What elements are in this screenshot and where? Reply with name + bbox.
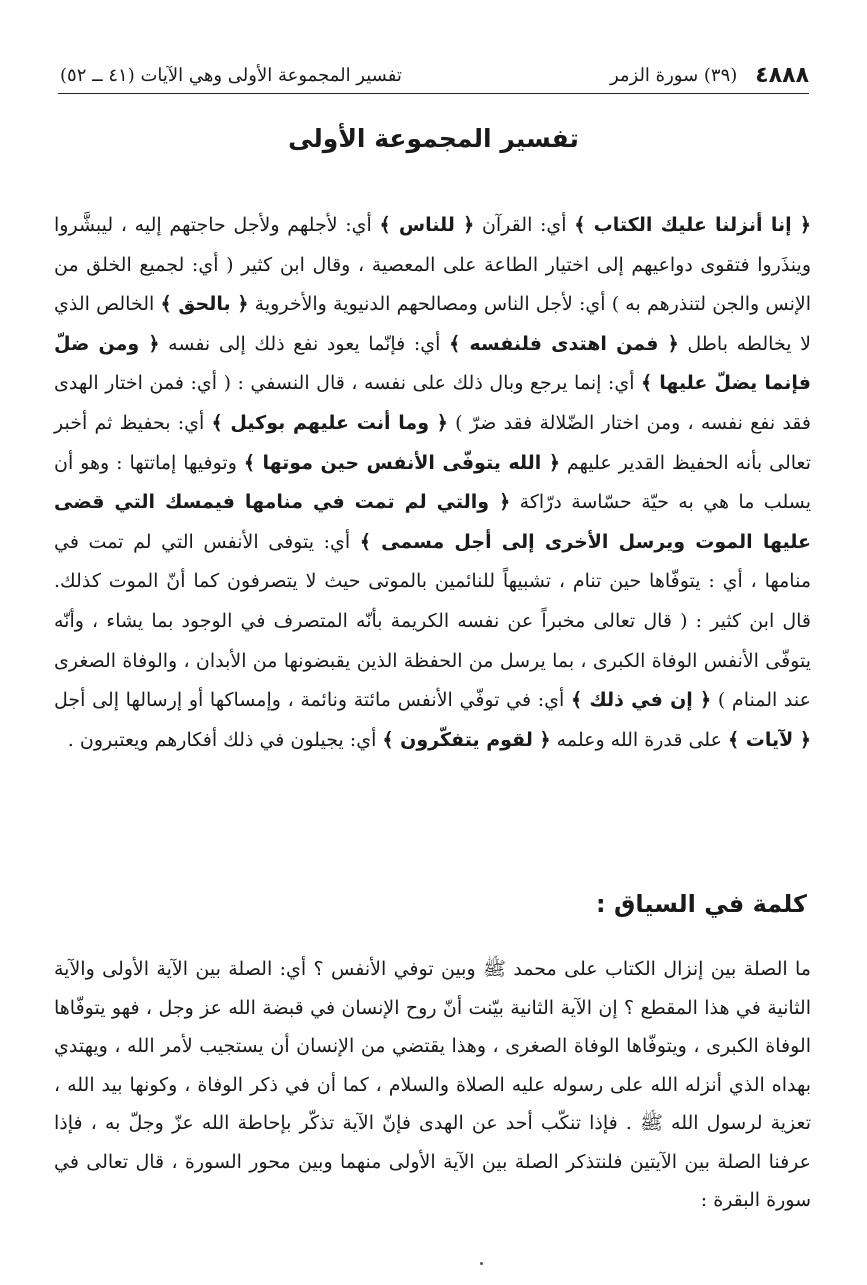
header-right-group bbox=[610, 63, 809, 88]
ayah-quote: ﴿ لآيات ﴾ bbox=[727, 728, 811, 751]
running-header bbox=[60, 58, 809, 92]
ayah-quote: ﴿ الله يتوفّى الأنفس حين موتها ﴾ bbox=[243, 451, 560, 474]
commentary-text: أي: يجيلون في ذلك أفكارهم ويعتبرون . bbox=[67, 728, 383, 751]
section-title: تفسير المجموعة الأولى bbox=[288, 124, 579, 153]
ayah-quote: ﴿ والتي لم تمت في منامها فيمسك التي قضى عليها الموت ويرسل الأخرى إلى أجل مسمى ﴾ bbox=[54, 491, 811, 553]
ayah-quote: ﴿ إنا أنزلنا عليك الكتاب ﴾ bbox=[574, 214, 811, 236]
tafsir-paragraph bbox=[54, 206, 811, 760]
group-title: تفسير المجموعة الأولى وهي الآيات (٤١ ــ ٥٢) bbox=[60, 64, 402, 86]
commentary-text: أي: يتوفى الأنفس التي لم تمت في منامها ، أي : يتوفّاها حين تنام ، تشبيهاً للنائمين بالموتى حيث لا يتصرفون كما أنّ الموت كذلك. قال ابن كثير : ( قال تعالى مخبراً عن نفسه الكريمة بأنّه المتصرف في الوجود بما يشاء ، وأنّه يتوفّى الأنفس الوفاة الكبرى ، بما يرسل من الحفظة الذين يقبضونها من الأبدان ، والوفاة الصغرى عند المنام ) bbox=[54, 530, 811, 712]
context-paragraph: ما الصلة بين إنزال الكتاب على محمد ﷺ وبين توفي الأنفس ؟ أي: الصلة بين الآية الأولى والآية الثانية في هذا المقطع ؟ إن الآية الثانية بيّنت أنّ روح الإنسان في قبضة الله عز وجل ، فهو يتوفّاها الوفاة الكبرى ، ويتوفّاها الوفاة الصغرى ، وهذا يقتضي من الإنسان أن يستجيب لأمر الله ، ويهتدي بهداه الذي أنزله الله على رسوله عليه الصلاة والسلام ، كما أن في ذكر الوفاة ، وكونها بيد الله ، تعزية لرسول الله ﷺ . فإذا تنكّب أحد عن الهدى فإنّ الآية تذكّر بإحاطة الله عزّ وجلّ به ، فإذا عرفنا الصلة بين الآيتين فلنتذكر الصلة بين الآية الأولى منهما وبين محور السورة ، قال تعالى في سورة البقرة : bbox=[54, 958, 811, 1211]
page-dot bbox=[480, 1262, 483, 1265]
commentary-text: الخالص الذي لا يخالطه باطل bbox=[54, 293, 811, 355]
ayah-quote: ﴿ لقوم يتفكّرون ﴾ bbox=[382, 728, 551, 751]
page-number: ٤٨٨٨ bbox=[755, 62, 809, 88]
commentary-text: أي: في توفّي الأنفس مائتة ونائمة ، وإمساكها أو إرسالها إلى أجل bbox=[54, 689, 571, 712]
ayah-quote: ﴿ ومن ضلّ فإنما يضلّ عليها ﴾ bbox=[54, 332, 811, 395]
ayah-quote: ﴿ بالحق ﴾ bbox=[160, 293, 249, 316]
subsection-title: كلمة في السياق : bbox=[596, 890, 807, 918]
ayah-quote: ﴿ إن في ذلك ﴾ bbox=[570, 689, 712, 712]
commentary-text: أي: لأجلهم ولأجل حاجتهم إليه ، ليبشَّروا وينذَروا فتقوى دواعيهم إلى اختيار الطاعة على المعصية ، وقال ابن كثير ( أي: لجميع الخلق من الإنس والجن لتنذرهم به ) أي: لأجل الناس ومصالحهم الدنيوية والأخروية bbox=[54, 214, 812, 316]
commentary-text: أي: القرآن bbox=[474, 214, 575, 236]
header-divider bbox=[58, 93, 809, 94]
commentary-text: وتوفيها إماتتها : وهو أن يسلب ما هي به حيّة حسّاسة درّاكة bbox=[54, 451, 811, 514]
commentary-text: أي: بحفيظ ثم أخبر تعالى بأنه الحفيظ القدير عليهم bbox=[54, 411, 812, 474]
commentary-text: أي: فإنّما يعود نفع ذلك إلى نفسه bbox=[159, 332, 450, 355]
commentary-text: أي: إنما يرجع وبال ذلك على نفسه ، قال النسفي : ( أي: فمن اختار الهدى فقد نفع نفسه ، ومن اختار الضّلالة فقد ضرّ ) bbox=[54, 372, 811, 434]
ayah-quote: ﴿ وما أنت عليهم بوكيل ﴾ bbox=[211, 411, 448, 434]
commentary-text: على قدرة الله وعلمه bbox=[550, 728, 728, 751]
ayah-quote: ﴿ فمن اهتدى فلنفسه ﴾ bbox=[449, 332, 679, 355]
ayah-quote: ﴿ للناس ﴾ bbox=[379, 214, 475, 236]
surah-name: (٣٩) سورة الزمر bbox=[609, 64, 738, 86]
